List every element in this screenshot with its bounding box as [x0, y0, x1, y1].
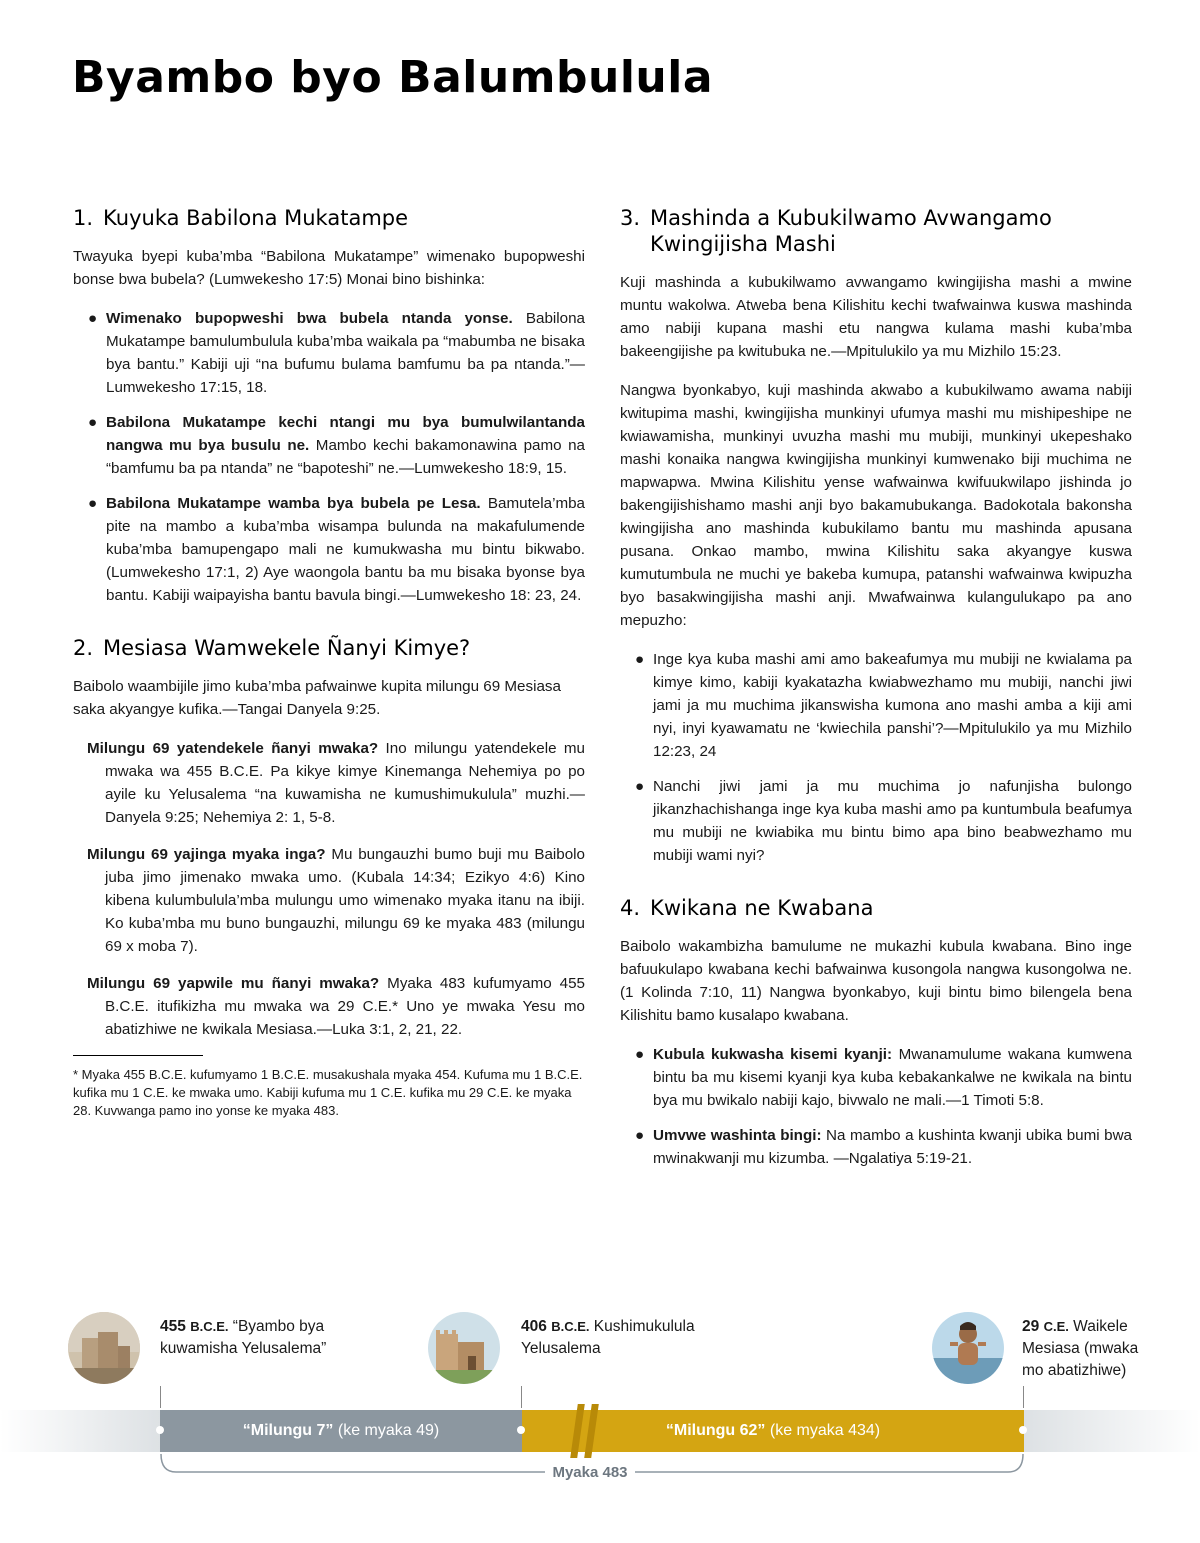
event-29-ce — [1022, 1316, 1152, 1382]
section-2-intro: Baibolo waambijile jimo kuba’mba pafwainwe kupita milungu 69 Mesiasa saka akyangye kufika.—Tangai Danyela 9:25. — [73, 678, 561, 718]
period-label-rest: (ke myaka 434) — [765, 1422, 881, 1439]
bullet-icon: ● — [635, 651, 645, 668]
item-lead: Babilona Mukatampe wamba bya bubela pe Lesa. — [106, 495, 481, 512]
list-item — [73, 492, 585, 607]
section-2-heading — [73, 635, 585, 661]
section-4-heading — [620, 895, 1132, 921]
bullet-icon: ● — [635, 778, 645, 795]
event-era: B.C.E. — [551, 1319, 590, 1334]
list-item — [620, 648, 1132, 763]
section-4 — [620, 895, 1132, 1170]
city-wall-image — [428, 1312, 500, 1384]
period-label-bold: “Milungu 7” — [242, 1422, 334, 1439]
event-year: 406 — [521, 1318, 547, 1335]
item-lead: Babilona Mukatampe kechi ntangi mu bya bumulwilantanda nangwa mu bya busulu ne. — [106, 414, 585, 454]
list-item — [620, 1043, 1132, 1112]
section-3-heading — [620, 205, 1132, 257]
timeline-tick — [1023, 1386, 1024, 1408]
item-text: Na mambo a kushinta kwanji ubika bumi bwa mwinakwanji mu kizumba. —Ngalatiya 5:19-21. — [653, 1127, 1132, 1167]
section-title: Kuyuka Babilona Mukatampe — [103, 206, 409, 230]
item-lead: Kubula kukwasha kisemi kyanji: — [653, 1046, 893, 1063]
period-label-bold: “Milungu 62” — [665, 1422, 766, 1439]
ruins-image — [68, 1312, 140, 1384]
page-title: Byambo byo Balumbulula — [72, 52, 714, 103]
list-item — [620, 1124, 1132, 1170]
item-lead: Wimenako bupopweshi bwa bubela ntanda yonse. — [106, 310, 513, 327]
timeline-node — [517, 1426, 525, 1434]
section-2 — [73, 635, 585, 1120]
section-number: 2. — [73, 636, 94, 660]
event-era: B.C.E. — [190, 1319, 229, 1334]
item-text: Nanchi jiwi jami ja mu muchima jo nafunjisha bulongo jikanzhachishanga inge kya kuba mashi amo pa kuntumbula beafumya mu mubiji ne kwiabika mu bintu bimo apa bino beabwezhamo mu mubiji wami nyi? — [653, 778, 1132, 864]
list-item — [620, 775, 1132, 867]
question-lead: Milungu 69 yajinga myaka inga? — [87, 846, 326, 863]
section-title: Mesiasa Wamwekele Ñanyi Kimye? — [103, 636, 471, 660]
item-text: Mambo kechi bakamonawina pamo na “bamfumu ba pa ntanda” ne “bapoteshi” ne.—Lumwekesho 18:9, 15. — [106, 437, 585, 477]
event-year: 29 — [1022, 1318, 1040, 1335]
section-1-list — [73, 307, 585, 607]
right-column — [620, 205, 1132, 1190]
left-column — [73, 205, 585, 1140]
section-number: 4. — [620, 896, 641, 920]
period-7-weeks-bar — [160, 1410, 522, 1452]
section-3-paragraph-2: Nangwa byonkabyo, kuji mashinda akwabo a kubukilwamo awama nabiji kwitupima mashi, kwingijisha munkinyi ufumya mashi mu mishipeshipe ne kwiawamisha, munkinyi uvuzha mashi mu mubiji, munkinyi ukepeshako mashi konaika nangwa kwingijisha munkinyi kumwenako biji muchima ne mapwapwa. Mwina Kilishitu yense wafwainwa kwifuukwilapo jishinda jo bakengijishishamo mashi anji byo bakamubukanga. Badokotala bakonsha kwingijisha ano mashinda kubukilamo bantu mu mashinda apusana pusana. Onkao mambo, mwina Kilishitu saka akyangye kuswa kumutumbula ne muchi ye bakeba kumupa, patanshi wafwainwa kwipuzha byo basakwingijisha mashi anji. Mwafwainwa kulangulukapo pa ano mepuzho: — [620, 382, 1132, 629]
item-text: Babilona Mukatampe bamulumbulula kuba’mba waikala pa “mabumba ne bisaka bya bantu.” Kabiji uji “na bufumu bulama bamfumu ba pa ntanda.”—Lumwekesho 17:15, 18. — [106, 310, 585, 396]
footnote-divider — [73, 1055, 203, 1056]
period-label — [522, 1410, 1024, 1452]
section-title: Mashinda a Kubukilwamo Avwangamo Kwingijisha Mashi — [650, 206, 1052, 256]
event-era: C.E. — [1043, 1319, 1069, 1334]
item-text: Bamutela’mba pite na mambo a kuba’mba wisampa bulunda na makafulumende kuba’mba bamupengapo mali ne kumukwasha mu bintu bikwabo. (Lumwekesho 17:1, 2) Aye waongola bantu ba mu bisaka byonse bya bantu. Kabiji waipayisha bantu bavula bingi.—Lumwekesho 18: 23, 24. — [106, 495, 585, 604]
qa-item — [73, 737, 585, 829]
answer-text: Mu bungauzhi bumo buji mu Baibolo juba jimo jimenako mwaka umo. (Kubala 14:34; Ezikyo 4:6) Kino kibena kulumbulula’mba mulungu umo wimenako myaka itanu na ibiji. Ko kuba’mba mu buno bungauzhi, milungu 69 ke myaka 483 (milungu 69 x moba 7). — [105, 846, 586, 955]
section-3-paragraph-1: Kuji mashinda a kubukilwamo avwangamo kwingijisha mashi a mwine muntu wakolwa. Atweba bena Kilishitu kechi twafwainwa kuswa mashinda amo nabiji kupana mashi etu nangwa kulama mashi kuba’mba bakeengijishe pa kwitubuka ne.—Mpitulukilo ya mu Mizhilo 15:23. — [620, 274, 1132, 360]
timeline-tick — [160, 1386, 161, 1408]
list-item — [73, 307, 585, 399]
timeline-fade-right — [1024, 1410, 1200, 1452]
section-number: 1. — [73, 206, 94, 230]
timeline-fade-left — [0, 1410, 160, 1452]
event-desc: Kushimukulula Yelusalema — [521, 1318, 695, 1357]
period-label — [160, 1410, 522, 1452]
qa-item — [73, 972, 585, 1041]
question-lead: Milungu 69 yapwile mu ñanyi mwaka? — [87, 975, 380, 992]
period-label-rest: (ke myaka 49) — [333, 1422, 440, 1439]
answer-text: Myaka 483 kufumyamo 455 B.C.E. itufikizha mu mwaka wa 29 C.E.* Uno ye mwaka Yesu mo abatizhiwe ne kwikala Mesiasa.—Luka 3:1, 2, 21, 22. — [105, 975, 585, 1038]
bullet-icon: ● — [88, 310, 98, 327]
bullet-icon: ● — [88, 495, 98, 512]
total-years-label: Myaka 483 — [545, 1464, 635, 1482]
period-62-weeks-bar — [522, 1410, 1024, 1452]
timeline-node — [1019, 1426, 1027, 1434]
item-lead: Umvwe washinta bingi: — [653, 1127, 822, 1144]
section-1-heading — [73, 205, 585, 231]
section-4-intro: Baibolo wakambizha bamulume ne mukazhi kubula kwabana. Bino inge bafuukulapo kwabana kechi bafwainwa kusongola nangwa kusongolwa ne. (1 Kolinda 7:10, 11) Nangwa byonkabyo, kuji bintu bimo bilengela bena Kilishitu bamo kusalapo kwabana. — [620, 938, 1132, 1024]
section-3 — [620, 205, 1132, 867]
bullet-icon: ● — [635, 1046, 645, 1063]
section-3-list — [620, 648, 1132, 867]
section-title: Kwikana ne Kwabana — [650, 896, 874, 920]
section-number: 3. — [620, 206, 641, 230]
question-lead: Milungu 69 yatendekele ñanyi mwaka? — [87, 740, 379, 757]
bullet-icon: ● — [88, 414, 98, 431]
section-4-list — [620, 1043, 1132, 1170]
answer-text: Ino milungu yatendekele mu mwaka wa 455 B.C.E. Pa kikye kimye Kinemanga Nehemiya po po ayile ku Yelusalema “na kuwamisha ne kumushimukulula” muzhi.—Danyela 9:25; Nehemiya 2: 1, 5-8. — [105, 740, 585, 826]
section-1-intro: Twayuka byepi kuba’mba “Babilona Mukatampe” wimenako bupopweshi bonse bwa bubela? (Lumwekesho 17:5) Monai bino bishinka: — [73, 248, 585, 288]
event-406-bce — [521, 1316, 741, 1360]
section-1 — [73, 205, 585, 607]
list-item — [73, 411, 585, 480]
event-year: 455 — [160, 1318, 186, 1335]
timeline-node — [156, 1426, 164, 1434]
qa-item — [73, 843, 585, 958]
event-desc: Waikele Mesiasa (mwaka mo abatizhiwe) — [1022, 1318, 1139, 1379]
footnote: * Myaka 455 B.C.E. kufumyamo 1 B.C.E. musakushala myaka 454. Kufuma mu 1 B.C.E. kufika mu 1 C.E. ke mwaka umo. Kabiji kufuma mu 1 C.E. kufika mu 29 C.E. ke myaka 28. Kuvwanga pamo ino yonse ke myaka 483. — [73, 1067, 583, 1118]
timeline-tick — [521, 1386, 522, 1408]
timeline — [0, 1300, 1200, 1500]
baptism-image — [932, 1312, 1004, 1384]
event-desc: “Byambo bya kuwamisha Yelusalema” — [160, 1318, 327, 1357]
item-text: Mwanamulume wakana kumwena bintu ba mu kisemi kyanji kya kuba kebakankalwe ne kwikala na bintu bya mu bwikalo nabiji kajo, bivwalo ne mali.—1 Timoti 5:8. — [653, 1046, 1133, 1109]
item-text: Inge kya kuba mashi ami amo bakeafumya mu mubiji ne kwialama pa kimye kimo, kabiji kyakatazha kwiabwezhamo mu mubiji, nanchi jiwi jami ja mu muchima jikanswisha kumona ano mashi amba a kiji ami nyi, inyi kyawamatu ne ‘kwiechila panshi’?—Mpitulukilo ya mu Mizhilo 12:23, 24 — [653, 651, 1132, 760]
event-455-bce — [160, 1316, 370, 1360]
bullet-icon: ● — [635, 1127, 645, 1144]
